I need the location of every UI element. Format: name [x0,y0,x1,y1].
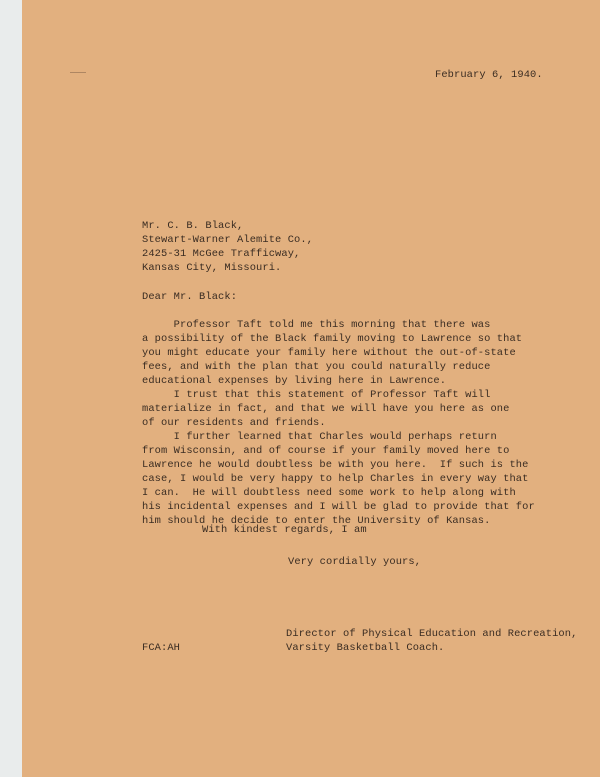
paragraph-line: a possibility of the Black family moving to Lawrence so that [142,333,523,345]
paragraph-1 [142,318,522,388]
paragraph-line: his incidental expenses and I will be glad to provide that for [142,501,535,513]
paragraph-line: Lawrence he would doubtless be with you here. If such is the [142,459,529,471]
signature-title-line: Varsity Basketball Coach. [286,642,445,654]
reference-initials: FCA:AH [142,642,181,654]
recipient-address [142,219,313,275]
closing-line: Very cordially yours, [288,556,422,568]
letter-date: February 6, 1940. [435,69,543,81]
paragraph-line: I can. He will doubtless need some work to help along with [142,487,516,499]
paragraph-line: of our residents and friends. [142,417,326,429]
paragraph-line: him should he decide to enter the University of Kansas. [142,515,491,527]
salutation: Dear Mr. Black: [142,291,238,303]
paragraph-line: Professor Taft told me this morning that there was [142,319,491,331]
letter-page [22,0,600,777]
address-line: Kansas City, Missouri. [142,262,282,274]
address-line: Mr. C. B. Black, [142,220,244,232]
address-line: Stewart-Warner Alemite Co., [142,234,314,246]
stray-mark [70,72,86,73]
paragraph-line: I further learned that Charles would perhaps return [142,431,497,443]
signature-block [286,627,577,655]
paragraph-line: fees, and with the plan that you could naturally reduce [142,361,491,373]
paragraph-line: case, I would be very happy to help Charles in every way that [142,473,529,485]
address-line: 2425-31 McGee Trafficway, [142,248,301,260]
paragraph-2 [142,388,509,430]
signature-title-line: Director of Physical Education and Recreation, [286,628,578,640]
paragraph-line: I trust that this statement of Professor Taft will [142,389,491,401]
paragraph-line: materialize in fact, and that we will have you here as one [142,403,510,415]
paragraph-line: you might educate your family here without the out-of-state [142,347,516,359]
paragraph-line: from Wisconsin, and of course if your family moved here to [142,445,510,457]
regards-line: With kindest regards, I am [202,524,367,536]
paragraph-line: educational expenses by living here in Lawrence. [142,375,447,387]
paragraph-3 [142,430,535,528]
